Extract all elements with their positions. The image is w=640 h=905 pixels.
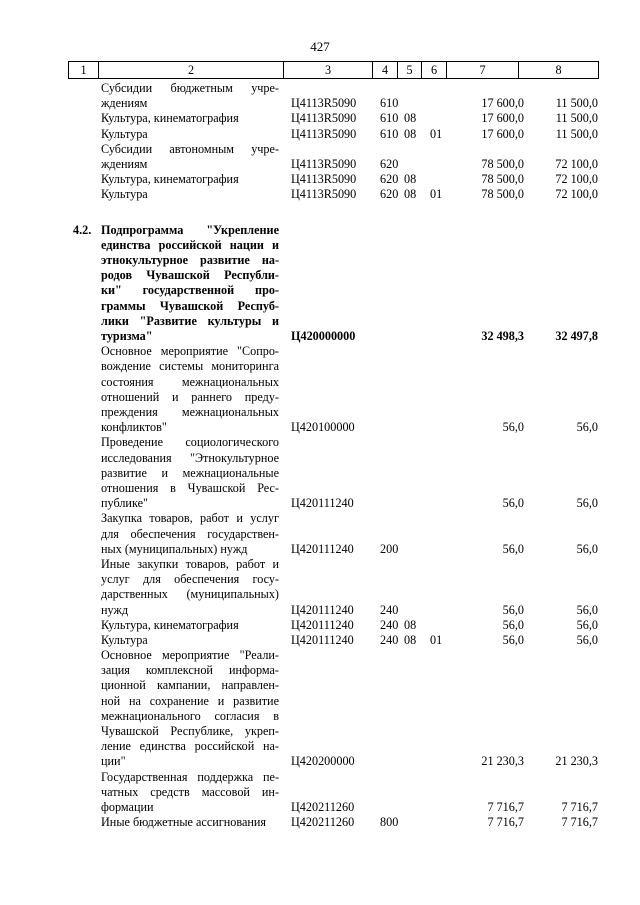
amount-column-8: 56,0 [576,632,598,647]
row-name-line: состояния межнациональных [101,374,279,389]
table-row [0,223,640,345]
row-name-line: граммы Чувашской Респуб- [101,298,279,313]
amount-column-8: 72 100,0 [555,156,598,171]
column-header-7: 7 [447,62,519,79]
classification-code: Ц420111240 [291,541,354,556]
expense-type-code: 800 [380,815,399,830]
amount-column-8: 11 500,0 [555,111,598,126]
row-name-line: ции" [101,754,126,769]
amount-column-7: 17 600,0 [481,111,524,126]
amount-column-7: 56,0 [502,617,524,632]
row-name-line: Основное мероприятие "Реали- [101,648,279,663]
table-row [0,111,640,126]
row-name-line: Культура, кинематография [101,617,239,632]
amount-column-8: 56,0 [576,541,598,556]
row-name-line: ционной кампании, направлен- [101,678,279,693]
row-name-line: формации [101,800,154,815]
section-code: 08 [404,187,417,202]
classification-code: Ц4113R5090 [291,96,357,111]
row-name-line: нужд [101,602,129,617]
section-code: 08 [404,111,417,126]
row-name-line: исследования "Этнокультурное [101,450,279,465]
table-row [0,127,640,142]
expense-type-code: 620 [380,172,399,187]
classification-code: Ц4113R5090 [291,126,357,141]
row-name-line: Культура, кинематография [101,111,239,126]
expense-type-code: 620 [380,187,399,202]
classification-code: Ц420211260 [291,800,355,815]
row-name-line: преждения межнациональных [101,404,279,419]
row-name-line: Чувашской Республике, укреп- [101,724,279,739]
row-name-line: конфликтов" [101,420,167,435]
row-name-line: Основное мероприятие "Сопро- [101,344,279,359]
table-row [0,815,640,830]
row-name-line: Закупка товаров, работ и услуг [101,511,279,526]
amount-column-8: 21 230,3 [555,754,598,769]
column-header-5: 5 [398,62,422,79]
row-name-line: лики "Развитие культуры и [101,313,279,328]
table-row [0,187,640,202]
row-name-line: туризма" [101,328,153,343]
row-name-line: развитие и межнациональные [101,465,279,480]
row-name-line: межнационального согласия в [101,708,279,723]
amount-column-8: 32 497,8 [555,328,598,343]
amount-column-7: 56,0 [502,632,524,647]
column-header-2: 2 [99,62,284,79]
expense-type-code: 610 [380,111,399,126]
amount-column-8: 11 500,0 [555,96,598,111]
row-name-line: ление единства российской на- [101,739,279,754]
row-name-line: Культура [101,632,148,647]
row-name-line: ных (муниципальных) нужд [101,541,248,556]
amount-column-8: 7 716,7 [561,800,598,815]
amount-column-8: 56,0 [576,420,598,435]
amount-column-7: 32 498,3 [481,328,524,343]
row-name-line: услуг для обеспечения госу- [101,572,279,587]
amount-column-7: 78 500,0 [481,187,524,202]
budget-table-body [0,81,640,830]
amount-column-8: 7 716,7 [561,815,598,830]
amount-column-7: 56,0 [502,496,524,511]
expense-type-code: 610 [380,96,399,111]
classification-code: Ц420000000 [291,328,356,343]
row-name-line: ждениям [101,96,148,111]
row-name-line: Субсидии автономным учре- [101,141,279,156]
table-row [0,81,640,111]
table-row [0,557,640,618]
classification-code: Ц420211260 [291,815,355,830]
row-name-line: ки" государственной про- [101,283,279,298]
classification-code: Ц4113R5090 [291,111,357,126]
amount-column-7: 56,0 [502,541,524,556]
row-name-line: чатных средств массовой ин- [101,784,279,799]
row-name-line: Иные бюджетные ассигнования [101,815,267,830]
row-name-line: Проведение социологического [101,435,279,450]
amount-column-8: 56,0 [576,602,598,617]
classification-code: Ц4113R5090 [291,156,357,171]
section-number: 4.2. [73,222,92,237]
row-name-line: публике" [101,496,148,511]
row-name-line: дарственных (муниципальных) [101,587,279,602]
section-code: 08 [404,126,417,141]
table-row [0,648,640,770]
row-name-line: вождение системы мониторинга [101,359,279,374]
expense-type-code: 200 [380,541,399,556]
section-code: 08 [404,617,417,632]
row-name-line: Иные закупки товаров, работ и [101,556,279,571]
table-row [0,344,640,435]
table-row [0,633,640,648]
row-name-line: зация комплексной информа- [101,663,279,678]
column-header-4: 4 [373,62,398,79]
table-row [0,142,640,172]
page-number: 427 [310,39,330,54]
row-name-line: единства российской нации и [101,237,279,252]
amount-column-7: 56,0 [502,420,524,435]
section-code: 08 [404,632,417,647]
row-name-line: отношений и раннего преду- [101,389,279,404]
table-row [0,770,640,816]
amount-column-7: 7 716,7 [487,800,524,815]
column-header-8: 8 [519,62,599,79]
amount-column-7: 56,0 [502,602,524,617]
table-row [0,618,640,633]
amount-column-7: 17 600,0 [481,126,524,141]
row-name-line: для обеспечения государствен- [101,526,279,541]
amount-column-8: 56,0 [576,496,598,511]
table-row [0,203,640,223]
column-header-row [68,61,599,79]
amount-column-8: 56,0 [576,617,598,632]
row-name-line: Подпрограмма "Укрепление [101,222,279,237]
expense-type-code: 610 [380,126,399,141]
row-name-line: родов Чувашской Республи- [101,268,279,283]
classification-code: Ц420100000 [291,420,355,435]
expense-type-code: 240 [380,602,399,617]
classification-code: Ц4113R5090 [291,187,357,202]
section-code: 08 [404,172,417,187]
row-name-line: Культура [101,187,148,202]
row-name-line: Культура, кинематография [101,172,239,187]
row-name-line: отношения в Чувашской Рес- [101,480,279,495]
row-name-line: ждениям [101,156,148,171]
amount-column-7: 78 500,0 [481,172,524,187]
row-name-line: Субсидии бюджетным учре- [101,81,279,95]
classification-code: Ц420200000 [291,754,355,769]
classification-code: Ц420111240 [291,617,354,632]
classification-code: Ц420111240 [291,496,354,511]
expense-type-code: 240 [380,632,399,647]
table-row [0,511,640,557]
subsection-code: 01 [430,632,443,647]
classification-code: Ц420111240 [291,632,354,647]
classification-code: Ц4113R5090 [291,172,357,187]
amount-column-8: 72 100,0 [555,172,598,187]
row-name-line: Культура [101,126,148,141]
amount-column-8: 11 500,0 [555,126,598,141]
row-name-line: ной на сохранение и развитие [101,693,279,708]
table-row [0,172,640,187]
classification-code: Ц420111240 [291,602,354,617]
expense-type-code: 620 [380,156,399,171]
subsection-code: 01 [430,126,443,141]
expense-type-code: 240 [380,617,399,632]
table-row [0,435,640,511]
column-header-6: 6 [422,62,447,79]
amount-column-7: 7 716,7 [487,815,524,830]
column-header-1: 1 [69,62,99,79]
amount-column-7: 21 230,3 [481,754,524,769]
row-name-line: Государственная поддержка пе- [101,769,279,784]
row-name-line: этнокультурное развитие на- [101,252,279,267]
column-header-3: 3 [284,62,373,79]
amount-column-8: 72 100,0 [555,187,598,202]
amount-column-7: 17 600,0 [481,96,524,111]
amount-column-7: 78 500,0 [481,156,524,171]
subsection-code: 01 [430,187,443,202]
